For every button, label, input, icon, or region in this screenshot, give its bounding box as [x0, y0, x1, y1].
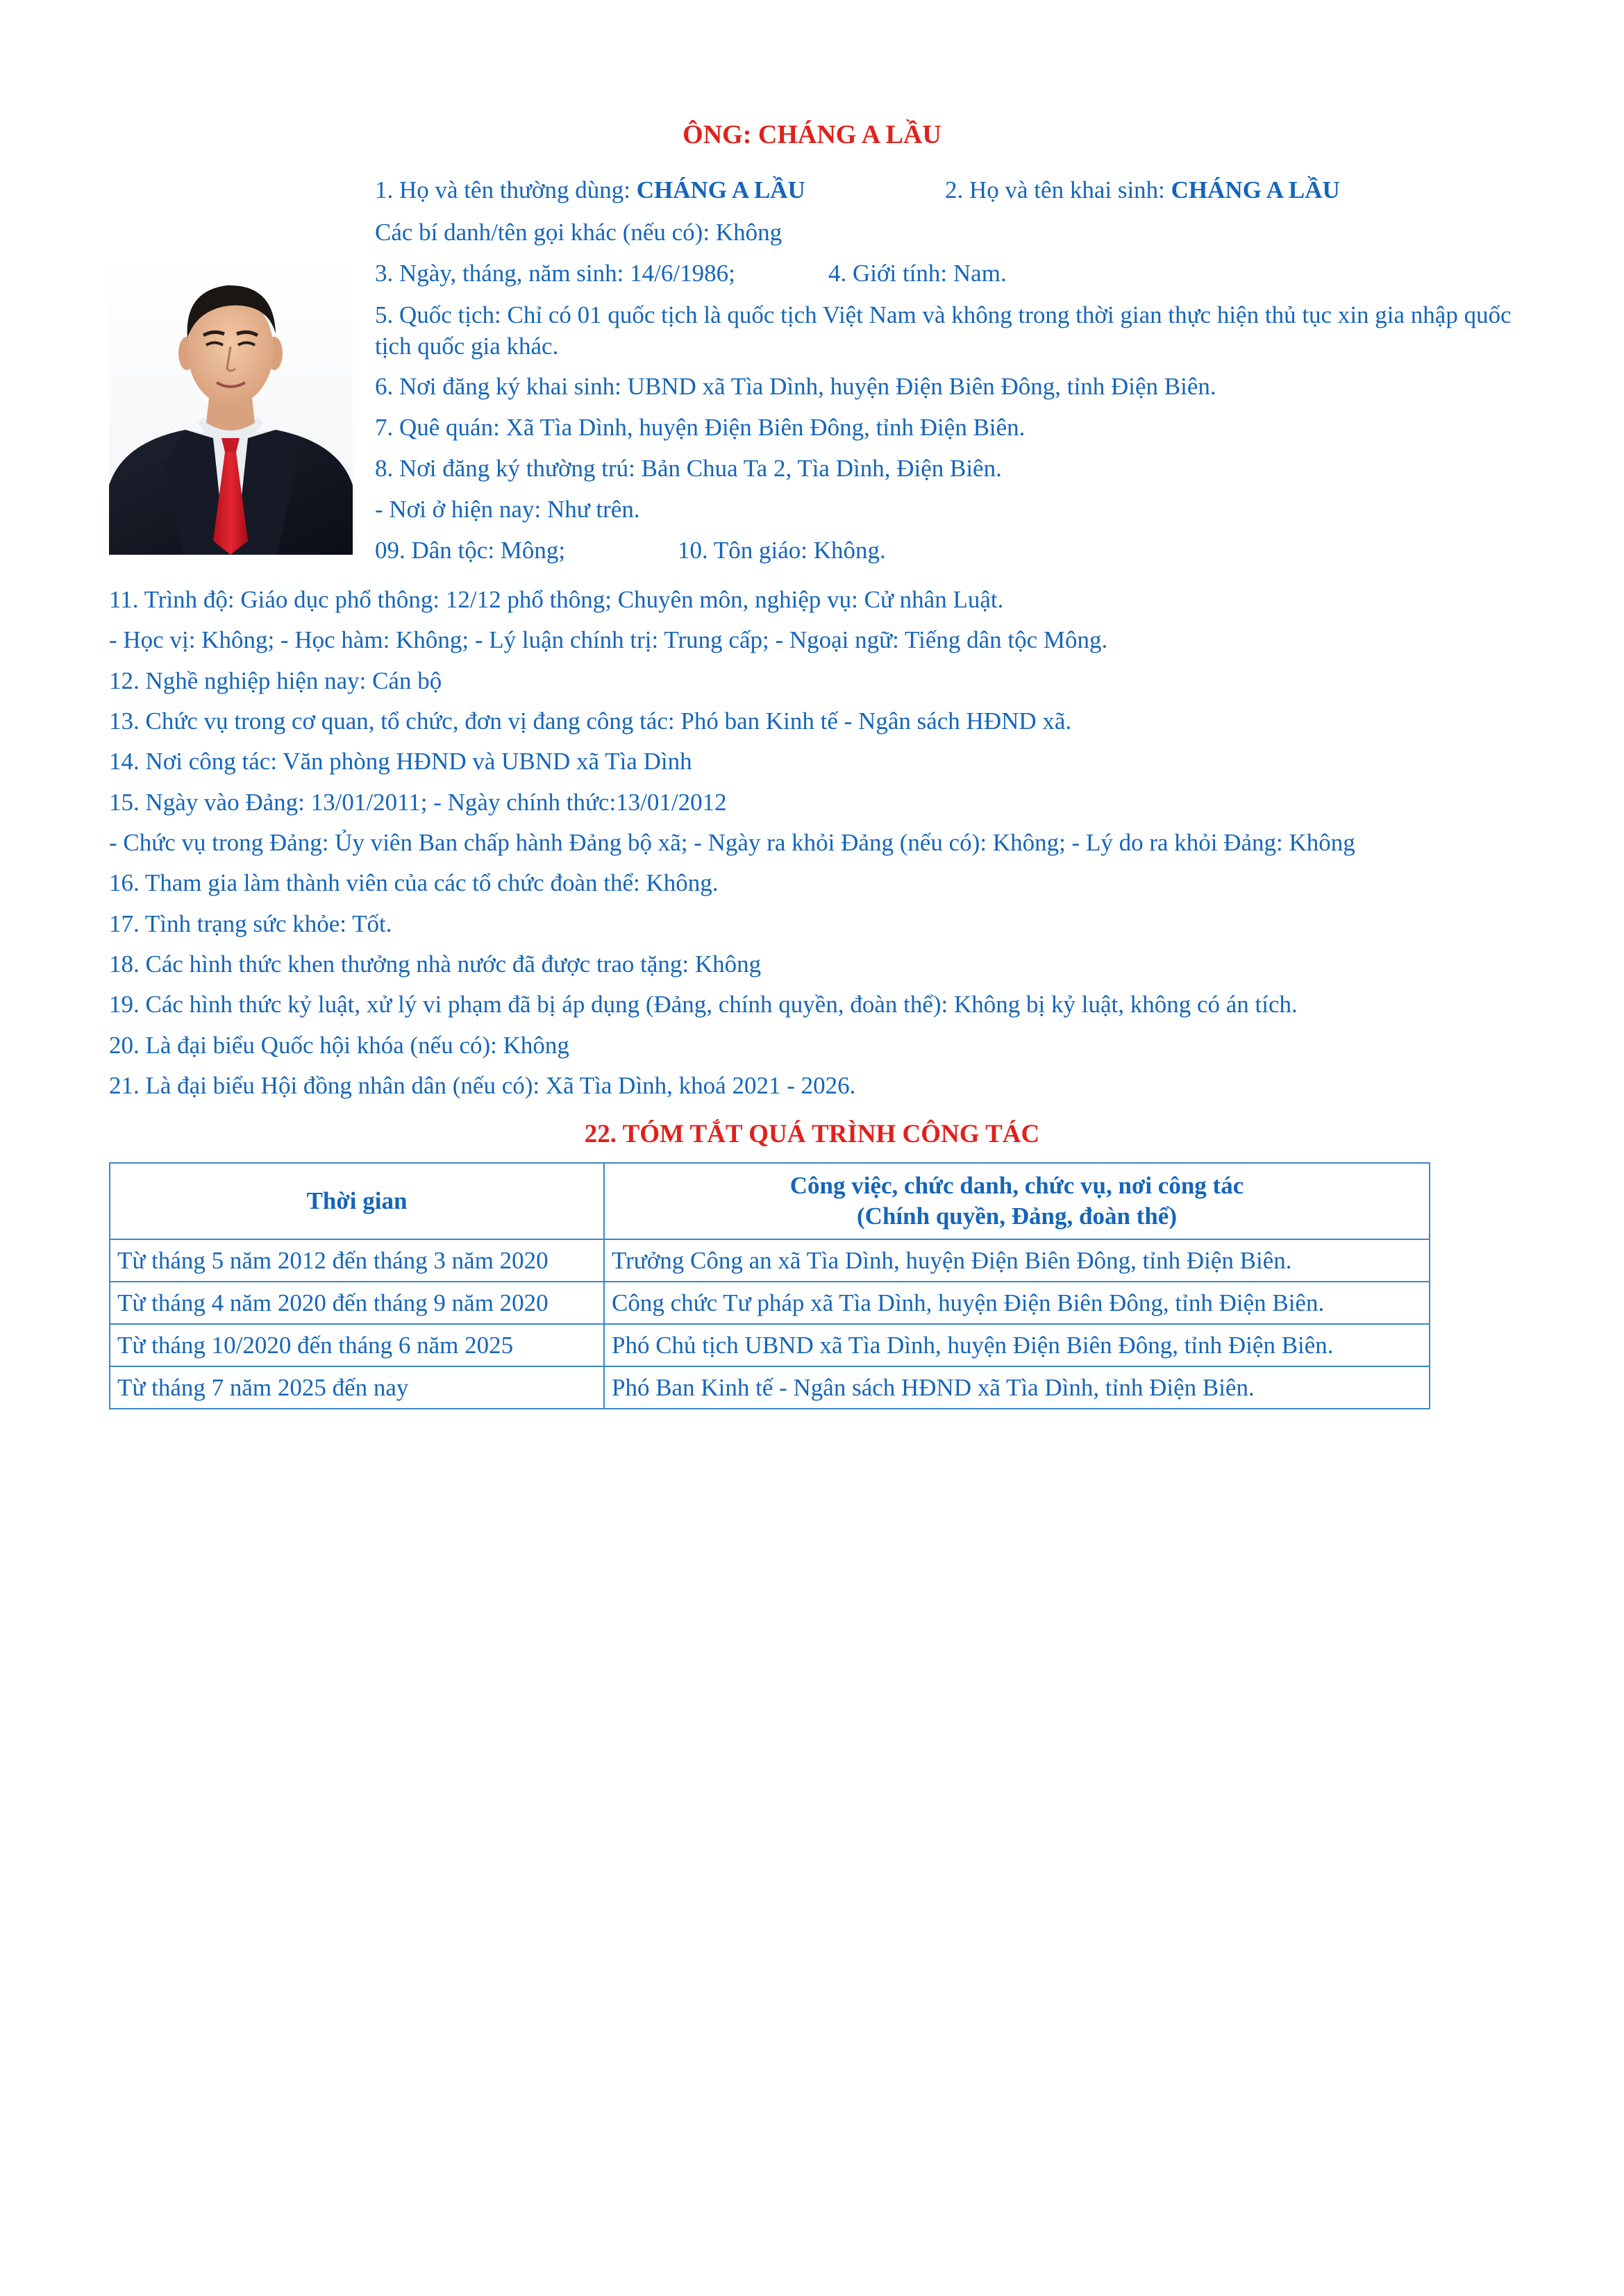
- common-name-value: CHÁNG A LẦU: [636, 176, 805, 203]
- detail-line-12: 12. Nghề nghiệp hiện nay: Cán bộ: [109, 667, 442, 694]
- career-section-title: 22. TÓM TẮT QUÁ TRÌNH CÔNG TÁC: [584, 1120, 1040, 1148]
- alias-line: Các bí danh/tên gọi khác (nếu có): Không: [375, 219, 782, 246]
- detail-line-17: 17. Tình trạng sức khỏe: Tốt.: [109, 910, 392, 937]
- table-row: [110, 1366, 1430, 1409]
- detail-line-14: 14. Nơi công tác: Văn phòng HĐND và UBND xã Tìa Dình: [109, 748, 692, 775]
- page-title: ÔNG: CHÁNG A LẦU: [683, 120, 941, 149]
- header-job: [604, 1163, 1430, 1239]
- table-row: [110, 1282, 1430, 1324]
- residence-line: 8. Nơi đăng ký thường trú: Bản Chua Ta 2, Tìa Dình, Điện Biên.: [375, 455, 1002, 482]
- religion-line: 10. Tôn giáo: Không.: [678, 537, 886, 564]
- current-residence-line: - Nơi ở hiện nay: Như trên.: [375, 496, 640, 523]
- detail-line-16: 16. Tham gia làm thành viên của các tổ chức đoàn thể: Không.: [109, 869, 719, 896]
- row-time: Từ tháng 10/2020 đến tháng 6 năm 2025: [110, 1324, 604, 1366]
- row-job: Phó Ban Kinh tế - Ngân sách HĐND xã Tìa Dình, tỉnh Điện Biên.: [604, 1366, 1430, 1409]
- detail-line-13: 13. Chức vụ trong cơ quan, tổ chức, đơn vị đang công tác: Phó ban Kinh tế - Ngân sách HĐND xã.: [109, 707, 1072, 735]
- detail-line-11: 11. Trình độ: Giáo dục phổ thông: 12/12 phổ thông; Chuyên môn, nghiệp vụ: Cử nhân Luật.: [109, 586, 1004, 613]
- row-time: Từ tháng 5 năm 2012 đến tháng 3 năm 2020: [110, 1239, 604, 1282]
- common-name-line: [375, 175, 805, 206]
- birth-name-value: CHÁNG A LẦU: [1171, 176, 1340, 203]
- header-job-line-2: (Chính quyền, Đảng, đoàn thể): [857, 1203, 1177, 1230]
- detail-line-19: 19. Các hình thức kỷ luật, xử lý vi phạm đã bị áp dụng (Đảng, chính quyền, đoàn thể): Không bị kỷ luật, không có án tích.: [109, 991, 1298, 1018]
- table-row: [110, 1239, 1430, 1282]
- career-table-header: [110, 1163, 1430, 1239]
- row-time: Từ tháng 4 năm 2020 đến tháng 9 năm 2020: [110, 1282, 604, 1324]
- portrait-icon: [109, 256, 353, 555]
- detail-line-degree: - Học vị: Không; - Học hàm: Không; - Lý luận chính trị: Trung cấp; - Ngoại ngữ: Tiếng dân tộc Mông.: [109, 626, 1108, 653]
- ethnic-line: 09. Dân tộc: Mông;: [375, 537, 566, 564]
- row-job: Trưởng Công an xã Tìa Dình, huyện Điện Biên Đông, tỉnh Điện Biên.: [604, 1239, 1430, 1282]
- portrait-photo: [109, 256, 353, 555]
- detail-line-21: 21. Là đại biểu Hội đồng nhân dân (nếu có): Xã Tìa Dình, khoá 2021 - 2026.: [109, 1072, 856, 1099]
- row-job: Phó Chủ tịch UBND xã Tìa Dình, huyện Điện Biên Đông, tỉnh Điện Biên.: [604, 1324, 1430, 1366]
- career-table: [109, 1162, 1430, 1409]
- row-time: Từ tháng 7 năm 2025 đến nay: [110, 1366, 604, 1409]
- birth-name-line: [945, 175, 1340, 206]
- detail-line-20: 20. Là đại biểu Quốc hội khóa (nếu có): Không: [109, 1032, 569, 1059]
- header-job-line-1: Công việc, chức danh, chức vụ, nơi công tác: [789, 1172, 1244, 1199]
- nationality-line: 5. Quốc tịch: Chỉ có 01 quốc tịch là quốc tịch Việt Nam và không trong thời gian thực hiện thủ tục xin gia nhập quốc tịch quốc gia khác.: [375, 301, 1512, 360]
- detail-line-18: 18. Các hình thức khen thưởng nhà nước đã được trao tặng: Không: [109, 950, 762, 978]
- gender-line: 4. Giới tính: Nam.: [828, 260, 1007, 287]
- birth-date-line: 3. Ngày, tháng, năm sinh: 14/6/1986;: [375, 260, 735, 287]
- table-row: [110, 1324, 1430, 1366]
- row-job: Công chức Tư pháp xã Tìa Dình, huyện Điện Biên Đông, tỉnh Điện Biên.: [604, 1282, 1430, 1324]
- detail-line-15: 15. Ngày vào Đảng: 13/01/2011; - Ngày chính thức:13/01/2012: [109, 789, 727, 816]
- common-name-label: 1. Họ và tên thường dùng:: [375, 176, 637, 203]
- birth-name-label: 2. Họ và tên khai sinh:: [945, 176, 1171, 203]
- detail-line-party: - Chức vụ trong Đảng: Ủy viên Ban chấp hành Đảng bộ xã; - Ngày ra khỏi Đảng (nếu có): Không; - Lý do ra khỏi Đảng: Không: [109, 829, 1355, 856]
- hometown-line: 7. Quê quán: Xã Tìa Dình, huyện Điện Biên Đông, tỉnh Điện Biên.: [375, 414, 1026, 441]
- header-time: Thời gian: [110, 1163, 604, 1239]
- birth-registration-line: 6. Nơi đăng ký khai sinh: UBND xã Tìa Dình, huyện Điện Biên Đông, tỉnh Điện Biên.: [375, 373, 1216, 400]
